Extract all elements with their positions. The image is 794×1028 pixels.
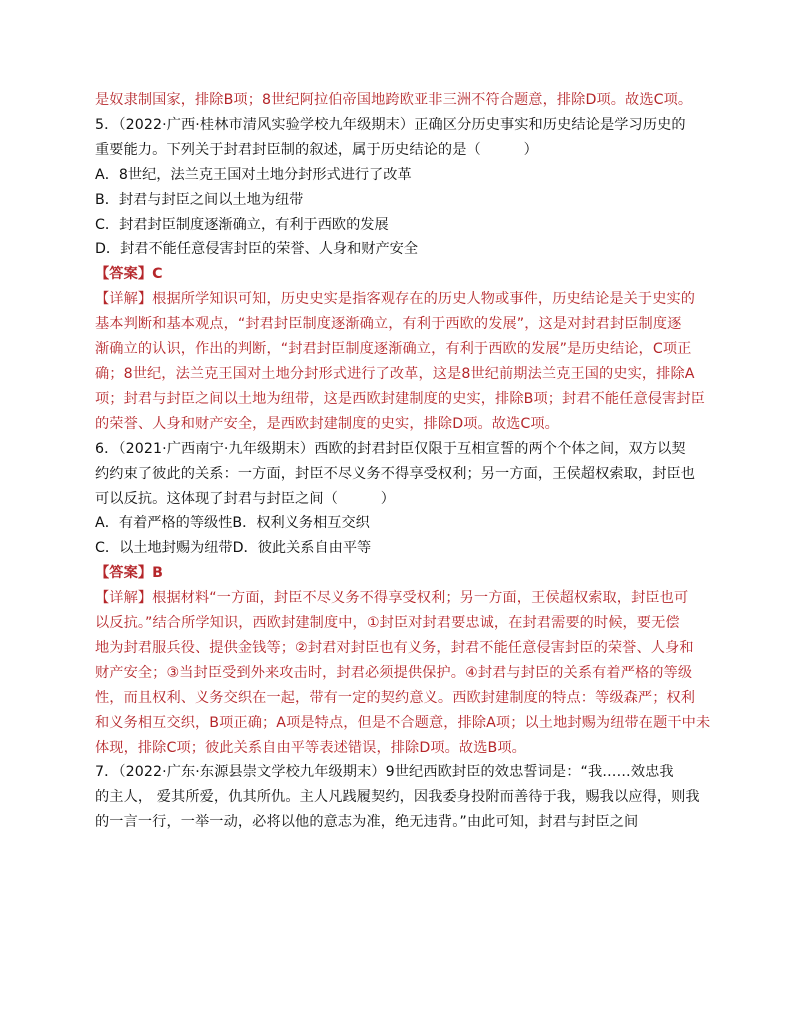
explanation-line: 的荣誉、人身和财产安全，是西欧封建制度的史实，排除D项。故选C项。 (95, 415, 559, 432)
question-stem-line: 7．（2022·广东·东源县崇文学校九年级期末）9世纪西欧封臣的效忠誓词是：“我……效忠我 (95, 764, 674, 781)
option-row-cd: C．以土地封赐为纽带D．彼此关系自由平等 (95, 540, 372, 557)
explanation-line: 性，而且权利、义务交织在一起，带有一定的契约意义。西欧封建制度的特点：等级森严；权利 (95, 689, 696, 706)
question-stem-line: 的主人， 爱其所爱，仇其所仇。主人凡践履契约，因我委身投附而善待于我，赐我以应得，则我 (95, 789, 700, 806)
option-a: A．8世纪，法兰克王国对土地分封形式进行了改革 (95, 166, 412, 183)
question-5 (95, 113, 706, 437)
option-b: B．封君与封臣之间以土地为纽带 (95, 191, 304, 208)
question-6 (95, 437, 711, 761)
question-stem-line: 重要能力。下列关于封君封臣制的叙述，属于历史结论的是（ ） (95, 141, 538, 158)
question-stem-line: 的一言一行，一举一动，必将以他的意志为准，绝无违背。”由此可知，封君与封臣之间 (95, 814, 639, 831)
question-stem-line: 5．（2022·广西·桂林市清风实验学校九年级期末）正确区分历史事实和历史结论是学习历史的 (95, 116, 686, 133)
option-row-ab: A．有着严格的等级性B．权利义务相互交织 (95, 515, 370, 532)
explanation-line: 和义务相互交织，B项正确；A项是特点，但是不合题意，排除A项；以土地封赐为纽带在题干中未 (95, 714, 711, 731)
answer-label: 【答案】C (95, 266, 163, 283)
explanation-line: 地为封君服兵役、提供金钱等；②封君对封臣也有义务，封君不能任意侵害封臣的荣誉、人身和 (95, 639, 694, 656)
option-d: D．封君不能任意侵害封臣的荣誉、人身和财产安全 (95, 241, 419, 258)
explanation-line: 是奴隶制国家，排除B项；8世纪阿拉伯帝国地跨欧亚非三洲不符合题意，排除D项。故选C项。 (95, 92, 693, 108)
option-c: C．封君封臣制度逐渐确立，有利于西欧的发展 (95, 216, 389, 233)
q4-explanation-tail (95, 88, 706, 113)
explanation-line: 体现，排除C项；彼此关系自由平等表述错误，排除D项。故选B项。 (95, 739, 526, 756)
question-stem-line: 约约束了彼此的关系：一方面，封臣不尽义务不得享受权利；另一方面，王侯超权索取，封臣也 (95, 465, 696, 482)
explanation-line: 【详解】根据所学知识可知，历史史实是指客观存在的历史人物或事件，历史结论是关于史实的 (95, 291, 696, 308)
explanation-line: 财产安全；③当封臣受到外来攻击时，封君必须提供保护。④封君与封臣的关系有着严格的等级 (95, 664, 693, 681)
question-stem-line: 6．（2021·广西南宁·九年级期末）西欧的封君封臣仅限于互相宣誓的两个个体之间，双方以契 (95, 440, 686, 457)
explanation-line: 基本判断和基本观点，“封君封臣制度逐渐确立，有利于西欧的发展”，这是对封君封臣制度逐 (95, 316, 682, 333)
explanation-line: 确；8世纪，法兰克王国对土地分封形式进行了改革，这是8世纪前期法兰克王国的史实，排除A (95, 365, 695, 382)
explanation-line: 渐确立的认识，作出的判断，“封君封臣制度逐渐确立，有利于西欧的发展”是历史结论，C项正 (95, 341, 692, 358)
question-7 (95, 760, 706, 835)
answer-label: 【答案】B (95, 565, 164, 582)
explanation-line: 项；封君与封臣之间以土地为纽带，这是西欧封建制度的史实，排除B项；封君不能任意侵害封臣 (95, 390, 705, 407)
question-stem-line: 可以反抗。这体现了封君与封臣之间（ ） (95, 490, 396, 507)
explanation-line: 以反抗。”结合所学知识，西欧封建制度中，①封臣对封君要忠诚，在封君需要的时候，要无偿 (95, 615, 680, 632)
explanation-line: 【详解】根据材料“一方面，封臣不尽义务不得享受权利；另一方面，王侯超权索取，封臣也可 (95, 590, 689, 607)
